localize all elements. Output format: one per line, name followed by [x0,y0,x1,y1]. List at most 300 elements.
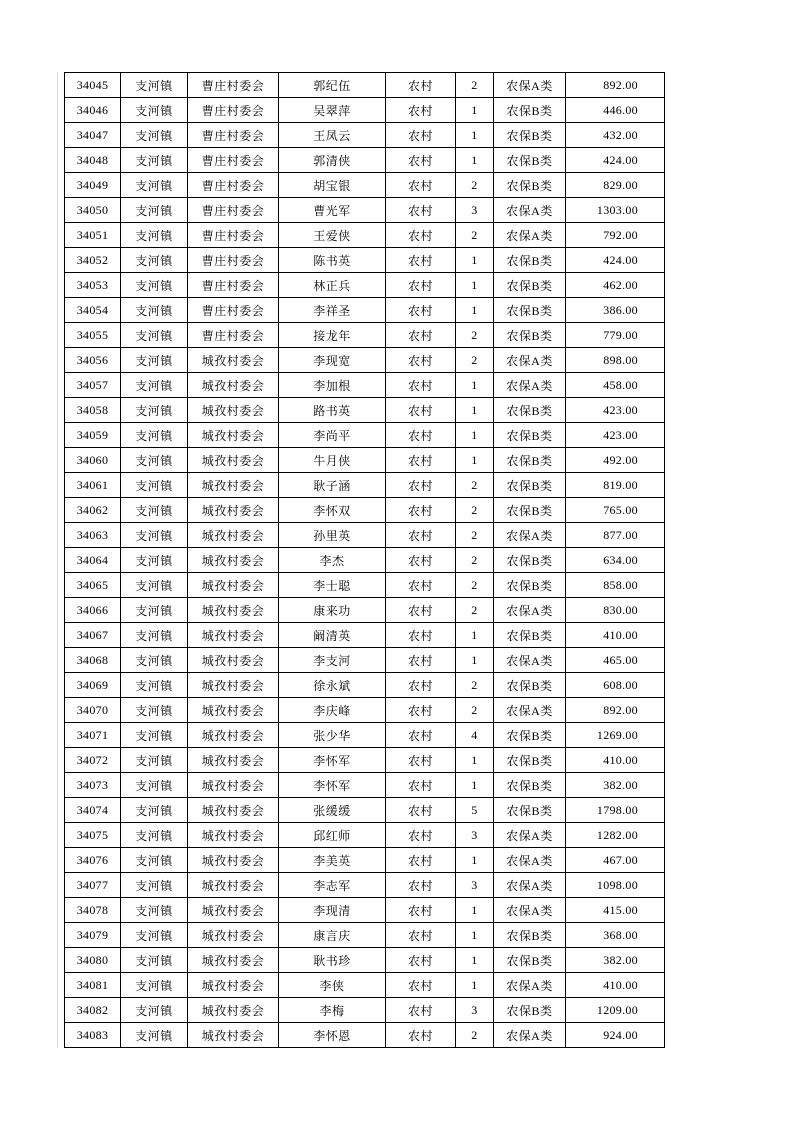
cell-amount: 1098.00 [566,873,665,898]
cell-category: 农保A类 [494,348,566,373]
cell-village: 曹庄村委会 [188,298,279,323]
cell-count: 2 [456,673,494,698]
cell-village: 城孜村委会 [188,448,279,473]
cell-category: 农保A类 [494,648,566,673]
cell-count: 1 [456,298,494,323]
cell-town: 支河镇 [121,198,188,223]
cell-name: 邱红师 [279,823,386,848]
cell-name: 李侠 [279,973,386,998]
cell-amount: 415.00 [566,898,665,923]
cell-village: 曹庄村委会 [188,123,279,148]
cell-category: 农保A类 [494,698,566,723]
cell-id: 34068 [65,648,121,673]
cell-town: 支河镇 [121,223,188,248]
cell-category: 农保B类 [494,173,566,198]
records-table [64,72,665,1048]
table-row [65,73,665,98]
cell-category: 农保A类 [494,223,566,248]
cell-amount: 410.00 [566,748,665,773]
cell-residence: 农村 [386,723,456,748]
cell-category: 农保A类 [494,73,566,98]
cell-amount: 423.00 [566,423,665,448]
cell-count: 2 [456,598,494,623]
cell-id: 34062 [65,498,121,523]
cell-town: 支河镇 [121,798,188,823]
cell-amount: 467.00 [566,848,665,873]
page-margin-guide [57,72,58,1047]
cell-count: 1 [456,648,494,673]
cell-amount: 765.00 [566,498,665,523]
cell-name: 阚清英 [279,623,386,648]
cell-name: 陈书英 [279,248,386,273]
cell-town: 支河镇 [121,448,188,473]
cell-residence: 农村 [386,448,456,473]
cell-residence: 农村 [386,973,456,998]
table-row [65,898,665,923]
cell-count: 1 [456,748,494,773]
cell-category: 农保B类 [494,548,566,573]
cell-amount: 368.00 [566,923,665,948]
table-row [65,223,665,248]
cell-category: 农保A类 [494,198,566,223]
cell-village: 城孜村委会 [188,898,279,923]
cell-count: 3 [456,873,494,898]
cell-id: 34066 [65,598,121,623]
cell-category: 农保B类 [494,673,566,698]
cell-town: 支河镇 [121,823,188,848]
cell-category: 农保B类 [494,723,566,748]
cell-id: 34056 [65,348,121,373]
cell-id: 34077 [65,873,121,898]
cell-name: 李杰 [279,548,386,573]
cell-residence: 农村 [386,623,456,648]
cell-residence: 农村 [386,898,456,923]
cell-name: 李志军 [279,873,386,898]
cell-residence: 农村 [386,673,456,698]
cell-amount: 382.00 [566,773,665,798]
cell-residence: 农村 [386,148,456,173]
cell-amount: 829.00 [566,173,665,198]
cell-count: 2 [456,223,494,248]
table-row [65,123,665,148]
cell-count: 1 [456,373,494,398]
cell-count: 1 [456,273,494,298]
table-row [65,423,665,448]
cell-id: 34051 [65,223,121,248]
table-row [65,723,665,748]
cell-amount: 779.00 [566,323,665,348]
cell-residence: 农村 [386,398,456,423]
cell-village: 城孜村委会 [188,948,279,973]
table-row [65,323,665,348]
table-row [65,248,665,273]
cell-count: 1 [456,398,494,423]
cell-residence: 农村 [386,523,456,548]
cell-count: 1 [456,923,494,948]
cell-amount: 1209.00 [566,998,665,1023]
cell-count: 1 [456,773,494,798]
cell-amount: 819.00 [566,473,665,498]
cell-name: 李梅 [279,998,386,1023]
cell-category: 农保A类 [494,523,566,548]
cell-town: 支河镇 [121,623,188,648]
cell-amount: 892.00 [566,73,665,98]
cell-id: 34073 [65,773,121,798]
table-row [65,598,665,623]
cell-village: 城孜村委会 [188,698,279,723]
cell-name: 林正兵 [279,273,386,298]
cell-category: 农保B类 [494,798,566,823]
table-row [65,473,665,498]
cell-village: 城孜村委会 [188,598,279,623]
cell-town: 支河镇 [121,673,188,698]
cell-id: 34067 [65,623,121,648]
cell-village: 城孜村委会 [188,1023,279,1048]
cell-town: 支河镇 [121,173,188,198]
cell-town: 支河镇 [121,948,188,973]
table-row [65,623,665,648]
cell-count: 1 [456,973,494,998]
cell-name: 孙里英 [279,523,386,548]
table-row [65,748,665,773]
cell-town: 支河镇 [121,523,188,548]
cell-village: 曹庄村委会 [188,148,279,173]
cell-amount: 465.00 [566,648,665,673]
cell-amount: 424.00 [566,148,665,173]
cell-village: 城孜村委会 [188,523,279,548]
cell-name: 耿书珍 [279,948,386,973]
cell-residence: 农村 [386,248,456,273]
cell-town: 支河镇 [121,423,188,448]
cell-count: 1 [456,248,494,273]
cell-id: 34075 [65,823,121,848]
cell-name: 李尚平 [279,423,386,448]
table-row [65,198,665,223]
cell-amount: 898.00 [566,348,665,373]
cell-category: 农保A类 [494,823,566,848]
cell-category: 农保A类 [494,873,566,898]
cell-id: 34083 [65,1023,121,1048]
cell-id: 34081 [65,973,121,998]
cell-name: 李怀军 [279,773,386,798]
cell-village: 曹庄村委会 [188,248,279,273]
cell-village: 城孜村委会 [188,648,279,673]
cell-count: 3 [456,198,494,223]
cell-residence: 农村 [386,198,456,223]
cell-amount: 634.00 [566,548,665,573]
cell-amount: 792.00 [566,223,665,248]
cell-amount: 924.00 [566,1023,665,1048]
cell-category: 农保B类 [494,773,566,798]
cell-village: 城孜村委会 [188,573,279,598]
cell-id: 34058 [65,398,121,423]
cell-village: 城孜村委会 [188,348,279,373]
cell-town: 支河镇 [121,323,188,348]
cell-amount: 382.00 [566,948,665,973]
cell-residence: 农村 [386,273,456,298]
cell-town: 支河镇 [121,98,188,123]
cell-residence: 农村 [386,773,456,798]
cell-category: 农保B类 [494,998,566,1023]
table-row [65,973,665,998]
cell-residence: 农村 [386,873,456,898]
cell-town: 支河镇 [121,248,188,273]
cell-amount: 608.00 [566,673,665,698]
table-row [65,448,665,473]
cell-village: 城孜村委会 [188,923,279,948]
cell-residence: 农村 [386,748,456,773]
cell-category: 农保B类 [494,748,566,773]
cell-village: 曹庄村委会 [188,73,279,98]
cell-residence: 农村 [386,998,456,1023]
table-row [65,398,665,423]
cell-name: 徐永斌 [279,673,386,698]
cell-residence: 农村 [386,573,456,598]
cell-town: 支河镇 [121,73,188,98]
cell-village: 曹庄村委会 [188,323,279,348]
cell-residence: 农村 [386,373,456,398]
cell-town: 支河镇 [121,298,188,323]
table-row [65,273,665,298]
cell-count: 1 [456,623,494,648]
cell-village: 曹庄村委会 [188,198,279,223]
cell-count: 2 [456,173,494,198]
cell-amount: 1269.00 [566,723,665,748]
cell-amount: 410.00 [566,623,665,648]
cell-count: 1 [456,448,494,473]
cell-name: 曹光军 [279,198,386,223]
cell-name: 李怀双 [279,498,386,523]
cell-count: 2 [456,323,494,348]
cell-category: 农保B类 [494,323,566,348]
cell-town: 支河镇 [121,923,188,948]
cell-town: 支河镇 [121,748,188,773]
table-row [65,573,665,598]
cell-name: 郭清侠 [279,148,386,173]
cell-residence: 农村 [386,823,456,848]
cell-amount: 1798.00 [566,798,665,823]
cell-residence: 农村 [386,698,456,723]
cell-village: 城孜村委会 [188,423,279,448]
cell-id: 34072 [65,748,121,773]
cell-id: 34074 [65,798,121,823]
cell-category: 农保A类 [494,973,566,998]
cell-village: 城孜村委会 [188,623,279,648]
cell-id: 34076 [65,848,121,873]
cell-village: 曹庄村委会 [188,98,279,123]
cell-count: 3 [456,823,494,848]
cell-village: 城孜村委会 [188,673,279,698]
cell-village: 城孜村委会 [188,398,279,423]
cell-count: 2 [456,698,494,723]
cell-category: 农保B类 [494,273,566,298]
cell-town: 支河镇 [121,148,188,173]
cell-count: 2 [456,473,494,498]
cell-village: 曹庄村委会 [188,223,279,248]
cell-count: 1 [456,98,494,123]
cell-id: 34052 [65,248,121,273]
cell-count: 1 [456,123,494,148]
table-row [65,523,665,548]
cell-residence: 农村 [386,223,456,248]
cell-category: 农保B类 [494,498,566,523]
cell-town: 支河镇 [121,573,188,598]
cell-amount: 432.00 [566,123,665,148]
cell-id: 34054 [65,298,121,323]
cell-id: 34080 [65,948,121,973]
cell-town: 支河镇 [121,648,188,673]
cell-count: 1 [456,948,494,973]
table-row [65,173,665,198]
cell-village: 城孜村委会 [188,548,279,573]
cell-residence: 农村 [386,323,456,348]
cell-residence: 农村 [386,473,456,498]
cell-id: 34050 [65,198,121,223]
cell-residence: 农村 [386,548,456,573]
table-row [65,98,665,123]
cell-village: 城孜村委会 [188,473,279,498]
cell-amount: 424.00 [566,248,665,273]
cell-village: 城孜村委会 [188,873,279,898]
cell-residence: 农村 [386,1023,456,1048]
cell-village: 城孜村委会 [188,823,279,848]
cell-name: 耿子涵 [279,473,386,498]
cell-village: 城孜村委会 [188,848,279,873]
cell-residence: 农村 [386,423,456,448]
table-row [65,148,665,173]
cell-town: 支河镇 [121,773,188,798]
cell-count: 2 [456,523,494,548]
cell-residence: 农村 [386,798,456,823]
cell-village: 城孜村委会 [188,973,279,998]
cell-count: 2 [456,348,494,373]
cell-name: 李支河 [279,648,386,673]
cell-category: 农保B类 [494,298,566,323]
cell-village: 城孜村委会 [188,748,279,773]
cell-id: 34071 [65,723,121,748]
cell-name: 李庆峰 [279,698,386,723]
records-table-body [65,73,665,1048]
cell-count: 3 [456,998,494,1023]
cell-count: 1 [456,423,494,448]
cell-name: 李现宽 [279,348,386,373]
cell-name: 牛月侠 [279,448,386,473]
cell-town: 支河镇 [121,548,188,573]
table-row [65,373,665,398]
cell-name: 康言庆 [279,923,386,948]
cell-village: 城孜村委会 [188,773,279,798]
cell-amount: 892.00 [566,698,665,723]
cell-category: 农保A类 [494,1023,566,1048]
cell-name: 吴翠萍 [279,98,386,123]
cell-count: 2 [456,573,494,598]
cell-id: 34057 [65,373,121,398]
cell-category: 农保B类 [494,623,566,648]
cell-town: 支河镇 [121,398,188,423]
cell-village: 城孜村委会 [188,798,279,823]
cell-residence: 农村 [386,348,456,373]
cell-residence: 农村 [386,598,456,623]
cell-village: 曹庄村委会 [188,173,279,198]
cell-name: 郭纪伍 [279,73,386,98]
cell-amount: 386.00 [566,298,665,323]
cell-name: 李怀恩 [279,1023,386,1048]
cell-town: 支河镇 [121,273,188,298]
table-row [65,673,665,698]
cell-count: 2 [456,548,494,573]
cell-count: 4 [456,723,494,748]
table-row [65,348,665,373]
cell-name: 康来功 [279,598,386,623]
cell-count: 1 [456,848,494,873]
cell-id: 34078 [65,898,121,923]
cell-id: 34069 [65,673,121,698]
cell-residence: 农村 [386,923,456,948]
cell-count: 5 [456,798,494,823]
cell-town: 支河镇 [121,498,188,523]
table-row [65,548,665,573]
cell-name: 王爱侠 [279,223,386,248]
cell-category: 农保B类 [494,123,566,148]
cell-amount: 1303.00 [566,198,665,223]
cell-id: 34059 [65,423,121,448]
cell-count: 1 [456,898,494,923]
cell-id: 34053 [65,273,121,298]
cell-name: 胡宝银 [279,173,386,198]
cell-id: 34046 [65,98,121,123]
cell-residence: 农村 [386,73,456,98]
cell-amount: 410.00 [566,973,665,998]
cell-town: 支河镇 [121,898,188,923]
cell-name: 王凤云 [279,123,386,148]
cell-id: 34070 [65,698,121,723]
cell-id: 34047 [65,123,121,148]
table-row [65,1023,665,1048]
cell-name: 张缓缓 [279,798,386,823]
table-row [65,773,665,798]
cell-id: 34063 [65,523,121,548]
cell-residence: 农村 [386,948,456,973]
cell-name: 李士聪 [279,573,386,598]
cell-town: 支河镇 [121,598,188,623]
cell-amount: 858.00 [566,573,665,598]
cell-name: 路书英 [279,398,386,423]
cell-count: 1 [456,148,494,173]
cell-residence: 农村 [386,98,456,123]
cell-amount: 492.00 [566,448,665,473]
cell-name: 接龙年 [279,323,386,348]
cell-town: 支河镇 [121,698,188,723]
cell-town: 支河镇 [121,373,188,398]
cell-residence: 农村 [386,173,456,198]
cell-village: 曹庄村委会 [188,273,279,298]
cell-amount: 877.00 [566,523,665,548]
cell-category: 农保A类 [494,848,566,873]
cell-amount: 462.00 [566,273,665,298]
cell-village: 城孜村委会 [188,998,279,1023]
cell-amount: 423.00 [566,398,665,423]
cell-category: 农保B类 [494,398,566,423]
cell-category: 农保B类 [494,423,566,448]
cell-residence: 农村 [386,498,456,523]
cell-name: 李祥圣 [279,298,386,323]
cell-count: 2 [456,73,494,98]
cell-town: 支河镇 [121,1023,188,1048]
cell-category: 农保B类 [494,148,566,173]
cell-residence: 农村 [386,123,456,148]
cell-town: 支河镇 [121,123,188,148]
cell-id: 34045 [65,73,121,98]
